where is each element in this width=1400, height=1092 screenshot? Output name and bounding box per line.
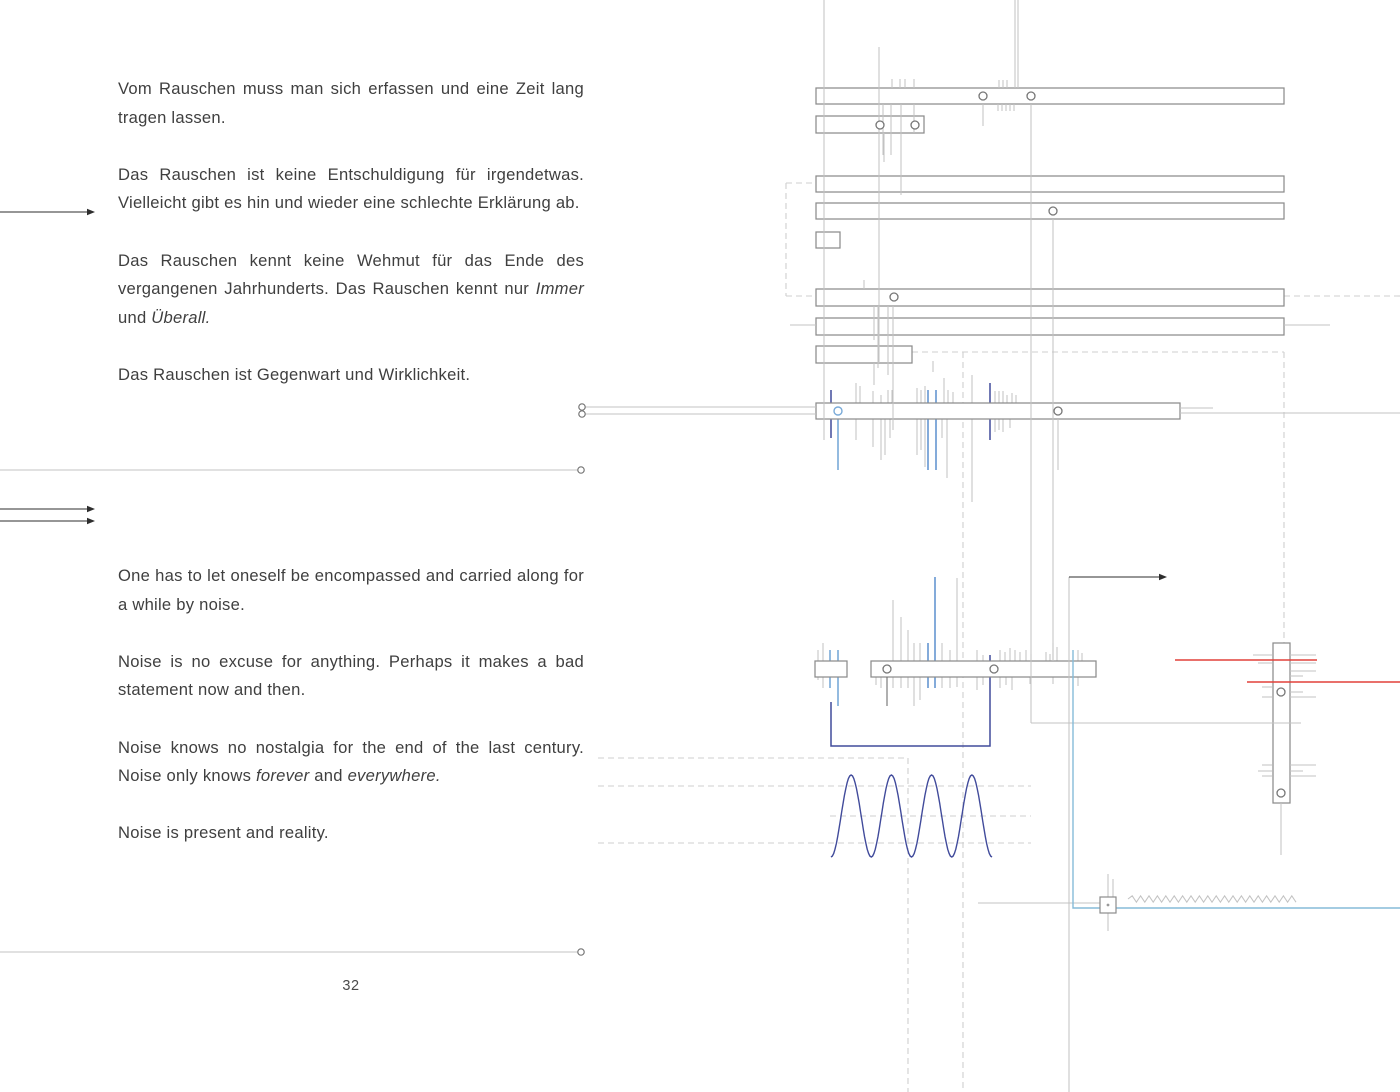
english-paragraph: Noise is present and reality. [118,823,329,843]
timeline-bar [816,116,924,133]
bar-node-circle [1049,207,1057,215]
timeline-bar [816,346,912,363]
bar-node-circle [1277,789,1285,797]
bar-node-circle [1277,688,1285,696]
marker-box-dot [1107,904,1110,907]
english-paragraph: One has to let oneself be encompassed and carried along for a while by noise. [118,566,584,614]
blue-node-circle [834,407,842,415]
timeline-bar [816,232,840,248]
english-paragraph: Noise is no excuse for anything. Perhaps it makes a bad statement now and then. [118,651,584,700]
connector-end-circle [578,949,584,955]
arrow-head-icon [87,506,95,512]
bar-node-circle [979,92,987,100]
connector-end-circle [578,467,584,473]
bar-node-circle [1027,92,1035,100]
bar-node-circle [911,121,919,129]
bar-node-circle [1054,407,1062,415]
bar-node-circle [876,121,884,129]
bar-node-circle [883,665,891,673]
connector-end-circle [579,411,585,417]
german-paragraph: Das Rauschen kennt keine Wehmut für das Ende des vergangenen Jahrhunderts. Das Rauschen kennt nur Immer und Überall. [118,250,584,327]
bar-node-circle [990,665,998,673]
connector-end-circle [579,404,585,410]
cyan-signal-path [1073,650,1400,908]
english-paragraph: Noise knows no nostalgia for the end of the last century. Noise only knows forever and everywhere. [118,737,584,786]
timeline-bar [871,661,1096,677]
bar-node-circle [890,293,898,301]
timeline-bar [816,403,1180,419]
german-paragraph: Das Rauschen ist Gegenwart und Wirklichkeit. [118,364,471,384]
timeline-bar [815,661,847,677]
page-number: 32 [342,978,360,994]
timeline-bar [816,289,1284,306]
arrow-head-icon [87,518,95,524]
german-paragraph: Vom Rauschen muss man sich erfassen und eine Zeit lang tragen lassen. [118,79,584,127]
zigzag-line [1128,896,1296,902]
timeline-bar [816,318,1284,335]
german-paragraph: Das Rauschen ist keine Entschuldigung für irgendetwas. Vielleicht gibt es hin und wieder eine schlechte Erklärung ab. [118,164,584,213]
arrow-head-icon [87,209,95,215]
timeline-bar [816,176,1284,192]
arrow-head-icon [1159,574,1167,580]
timeline-bar [816,88,1284,104]
